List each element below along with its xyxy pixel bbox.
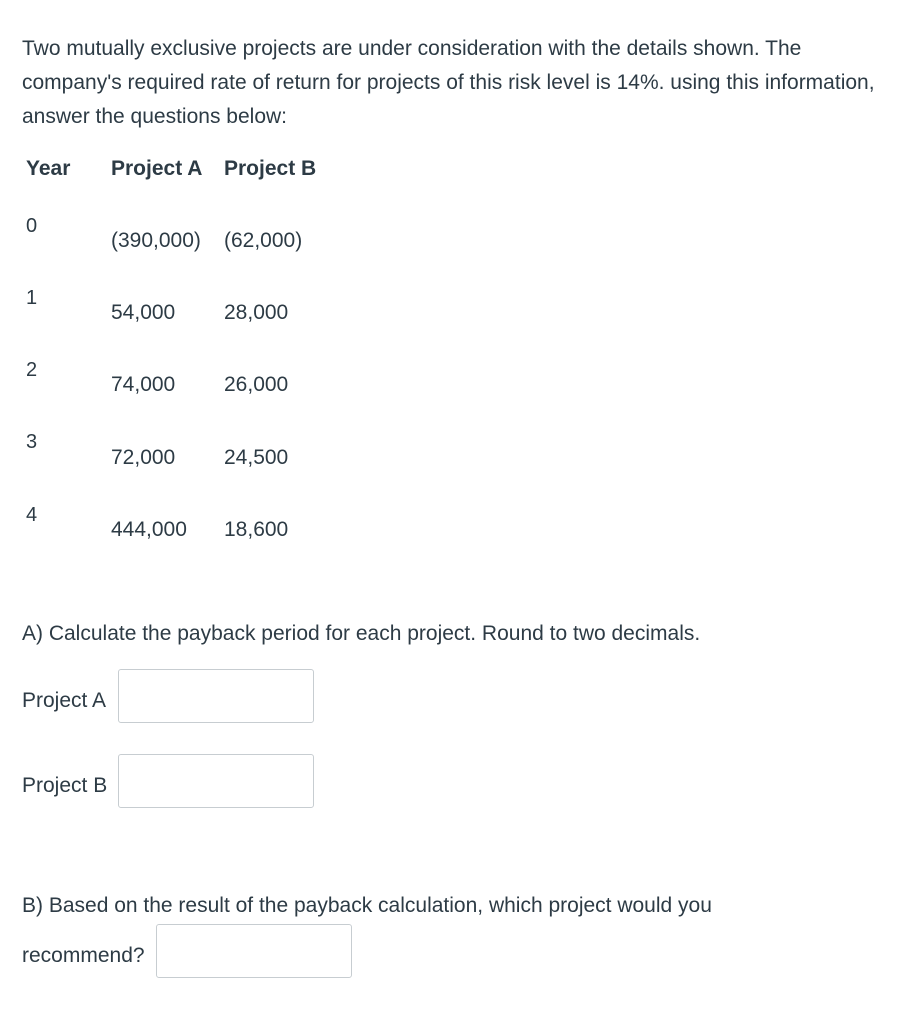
recommend-label: recommend? — [22, 944, 145, 967]
project-a-cell: (390,000) — [111, 229, 201, 252]
project-a-payback-input[interactable] — [118, 669, 314, 723]
project-a-answer-label: Project A — [22, 689, 107, 712]
project-b-cell: 26,000 — [224, 373, 289, 396]
project-b-cell: 24,500 — [224, 446, 289, 469]
question-intro: Two mutually exclusive projects are under consideration with the details shown. The company's required rate of return for projects of this risk level is 14%. using this information, answer the questions below: — [22, 37, 875, 128]
year-cell: 0 — [26, 215, 38, 237]
project-a-cell: 54,000 — [111, 301, 176, 324]
project-b-cell: 18,600 — [224, 518, 289, 541]
year-cell: 1 — [26, 287, 38, 309]
project-a-cell: 72,000 — [111, 446, 176, 469]
project-b-payback-input[interactable] — [118, 754, 314, 808]
year-cell: 4 — [26, 504, 38, 526]
project-b-cell: (62,000) — [224, 229, 303, 252]
project-a-cell: 444,000 — [111, 518, 187, 541]
project-b-cell: 28,000 — [224, 301, 289, 324]
project-b-answer-label: Project B — [22, 774, 108, 797]
header-project-a: Project A — [111, 157, 203, 180]
project-a-cell: 74,000 — [111, 373, 176, 396]
recommend-input[interactable] — [156, 924, 352, 978]
part-b-prompt: B) Based on the result of the payback calculation, which project would you — [22, 894, 712, 917]
year-cell: 2 — [26, 359, 38, 381]
header-year: Year — [26, 157, 71, 180]
part-a-prompt: A) Calculate the payback period for each project. Round to two decimals. — [22, 622, 701, 645]
year-cell: 3 — [26, 431, 38, 453]
header-project-b: Project B — [224, 157, 317, 180]
